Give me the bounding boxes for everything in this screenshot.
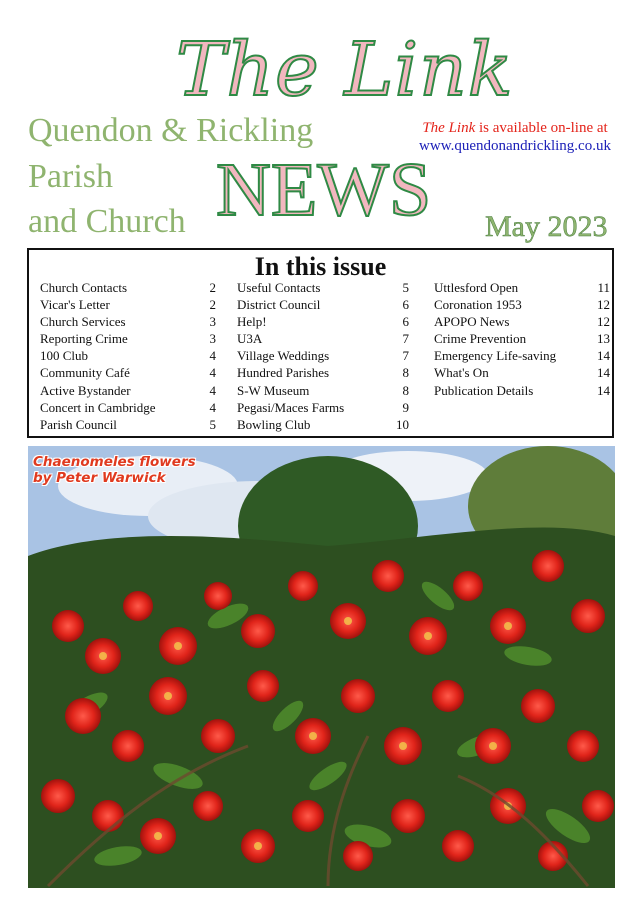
entry-title: Hundred Parishes	[237, 365, 330, 381]
entry-title: Community Café	[40, 365, 130, 381]
contents-entry	[237, 330, 409, 347]
online-note-text: is available on-line at	[475, 120, 608, 136]
entry-title: Village Weddings	[237, 348, 330, 364]
contents-box	[27, 248, 614, 438]
contents-column-2	[237, 279, 409, 433]
contents-entry	[40, 416, 216, 433]
contents-entry	[40, 313, 216, 330]
photo-caption-line-1: Chaenomeles flowers	[33, 454, 196, 470]
entry-page: 3	[209, 331, 216, 347]
entry-title: Crime Prevention	[434, 331, 527, 347]
issue-date: May 2023	[485, 210, 608, 243]
contents-entry	[237, 382, 409, 399]
entry-title: What's On	[434, 365, 489, 381]
entry-title: U3A	[237, 331, 263, 347]
online-note-brand: The Link	[422, 120, 476, 136]
entry-page: 6	[402, 297, 409, 313]
entry-title: District Council	[237, 297, 321, 313]
contents-entry	[434, 313, 610, 330]
entry-page: 3	[209, 314, 216, 330]
entry-title: Bowling Club	[237, 416, 311, 432]
entry-page: 4	[209, 348, 216, 364]
contents-entry	[40, 399, 216, 416]
contents-entry	[237, 399, 409, 416]
contents-entry	[237, 313, 409, 330]
entry-page: 14	[597, 365, 610, 381]
contents-entry	[40, 296, 216, 313]
contents-entry	[434, 279, 610, 296]
cover-photo	[28, 446, 615, 888]
masthead-title: The Link	[176, 27, 514, 113]
contents-entry	[434, 296, 610, 313]
entry-page: 4	[209, 382, 216, 398]
contents-entry	[237, 416, 409, 433]
entry-title: APOPO News	[434, 314, 510, 330]
entry-page: 4	[209, 365, 216, 381]
photo-caption	[33, 454, 196, 486]
entry-title: Uttlesford Open	[434, 280, 519, 295]
entry-title: Reporting Crime	[40, 331, 128, 347]
entry-page: 12	[597, 297, 610, 313]
subtitle-line-1: Quendon & Rickling	[28, 112, 314, 149]
entry-page: 7	[402, 331, 409, 347]
entry-page: 2	[209, 280, 216, 295]
entry-title: Church Contacts	[40, 280, 128, 295]
entry-page: 11	[597, 280, 610, 295]
contents-entry	[237, 296, 409, 313]
entry-title: S-W Museum	[237, 382, 310, 398]
entry-title: Vicar's Letter	[40, 297, 110, 313]
photo-caption-line-2: by Peter Warwick	[33, 470, 166, 486]
entry-page: 4	[209, 399, 216, 415]
entry-title: Useful Contacts	[237, 280, 321, 295]
entry-title: Concert in Cambridge	[40, 399, 156, 415]
entry-page: 14	[597, 348, 610, 364]
entry-page: 5	[209, 416, 216, 432]
entry-title: Publication Details	[434, 382, 534, 398]
contents-entry	[237, 279, 409, 296]
entry-page: 7	[402, 348, 409, 364]
contents-column-1	[40, 279, 216, 433]
entry-page: 10	[396, 416, 409, 432]
entry-page: 2	[209, 297, 216, 313]
contents-entry	[40, 364, 216, 381]
contents-entry	[40, 382, 216, 399]
contents-entry	[434, 364, 610, 381]
entry-page: 8	[402, 382, 409, 398]
entry-page: 9	[402, 399, 409, 415]
entry-title: Pegasi/Maces Farms	[237, 399, 345, 415]
website-link[interactable]: www.quendonandrickling.co.uk	[419, 138, 611, 154]
entry-title: Help!	[237, 314, 267, 330]
entry-title: Emergency Life-saving	[434, 348, 557, 364]
entry-page: 6	[402, 314, 409, 330]
entry-title: Parish Council	[40, 416, 117, 432]
entry-page: 5	[402, 280, 409, 295]
entry-page: 14	[597, 382, 610, 398]
contents-entry	[434, 382, 610, 399]
online-availability-note	[410, 119, 620, 155]
subtitle-line-2: Parish	[28, 158, 113, 195]
entry-title: Coronation 1953	[434, 297, 522, 313]
flower-photo-illustration	[28, 446, 615, 888]
entry-title: 100 Club	[40, 348, 89, 364]
contents-entry	[434, 347, 610, 364]
entry-title: Church Services	[40, 314, 126, 330]
entry-title: Active Bystander	[40, 382, 131, 398]
contents-entry	[237, 364, 409, 381]
contents-entry	[237, 347, 409, 364]
contents-entry	[40, 279, 216, 296]
entry-page: 13	[597, 331, 610, 347]
contents-heading: In this issue	[254, 252, 387, 281]
contents-column-3	[434, 279, 610, 399]
contents-entry	[434, 330, 610, 347]
contents-entry	[40, 330, 216, 347]
subtitle-line-3: and Church	[28, 203, 186, 240]
entry-page: 8	[402, 365, 409, 381]
news-title: NEWS	[216, 148, 432, 232]
entry-page: 12	[597, 314, 610, 330]
contents-entry	[40, 347, 216, 364]
